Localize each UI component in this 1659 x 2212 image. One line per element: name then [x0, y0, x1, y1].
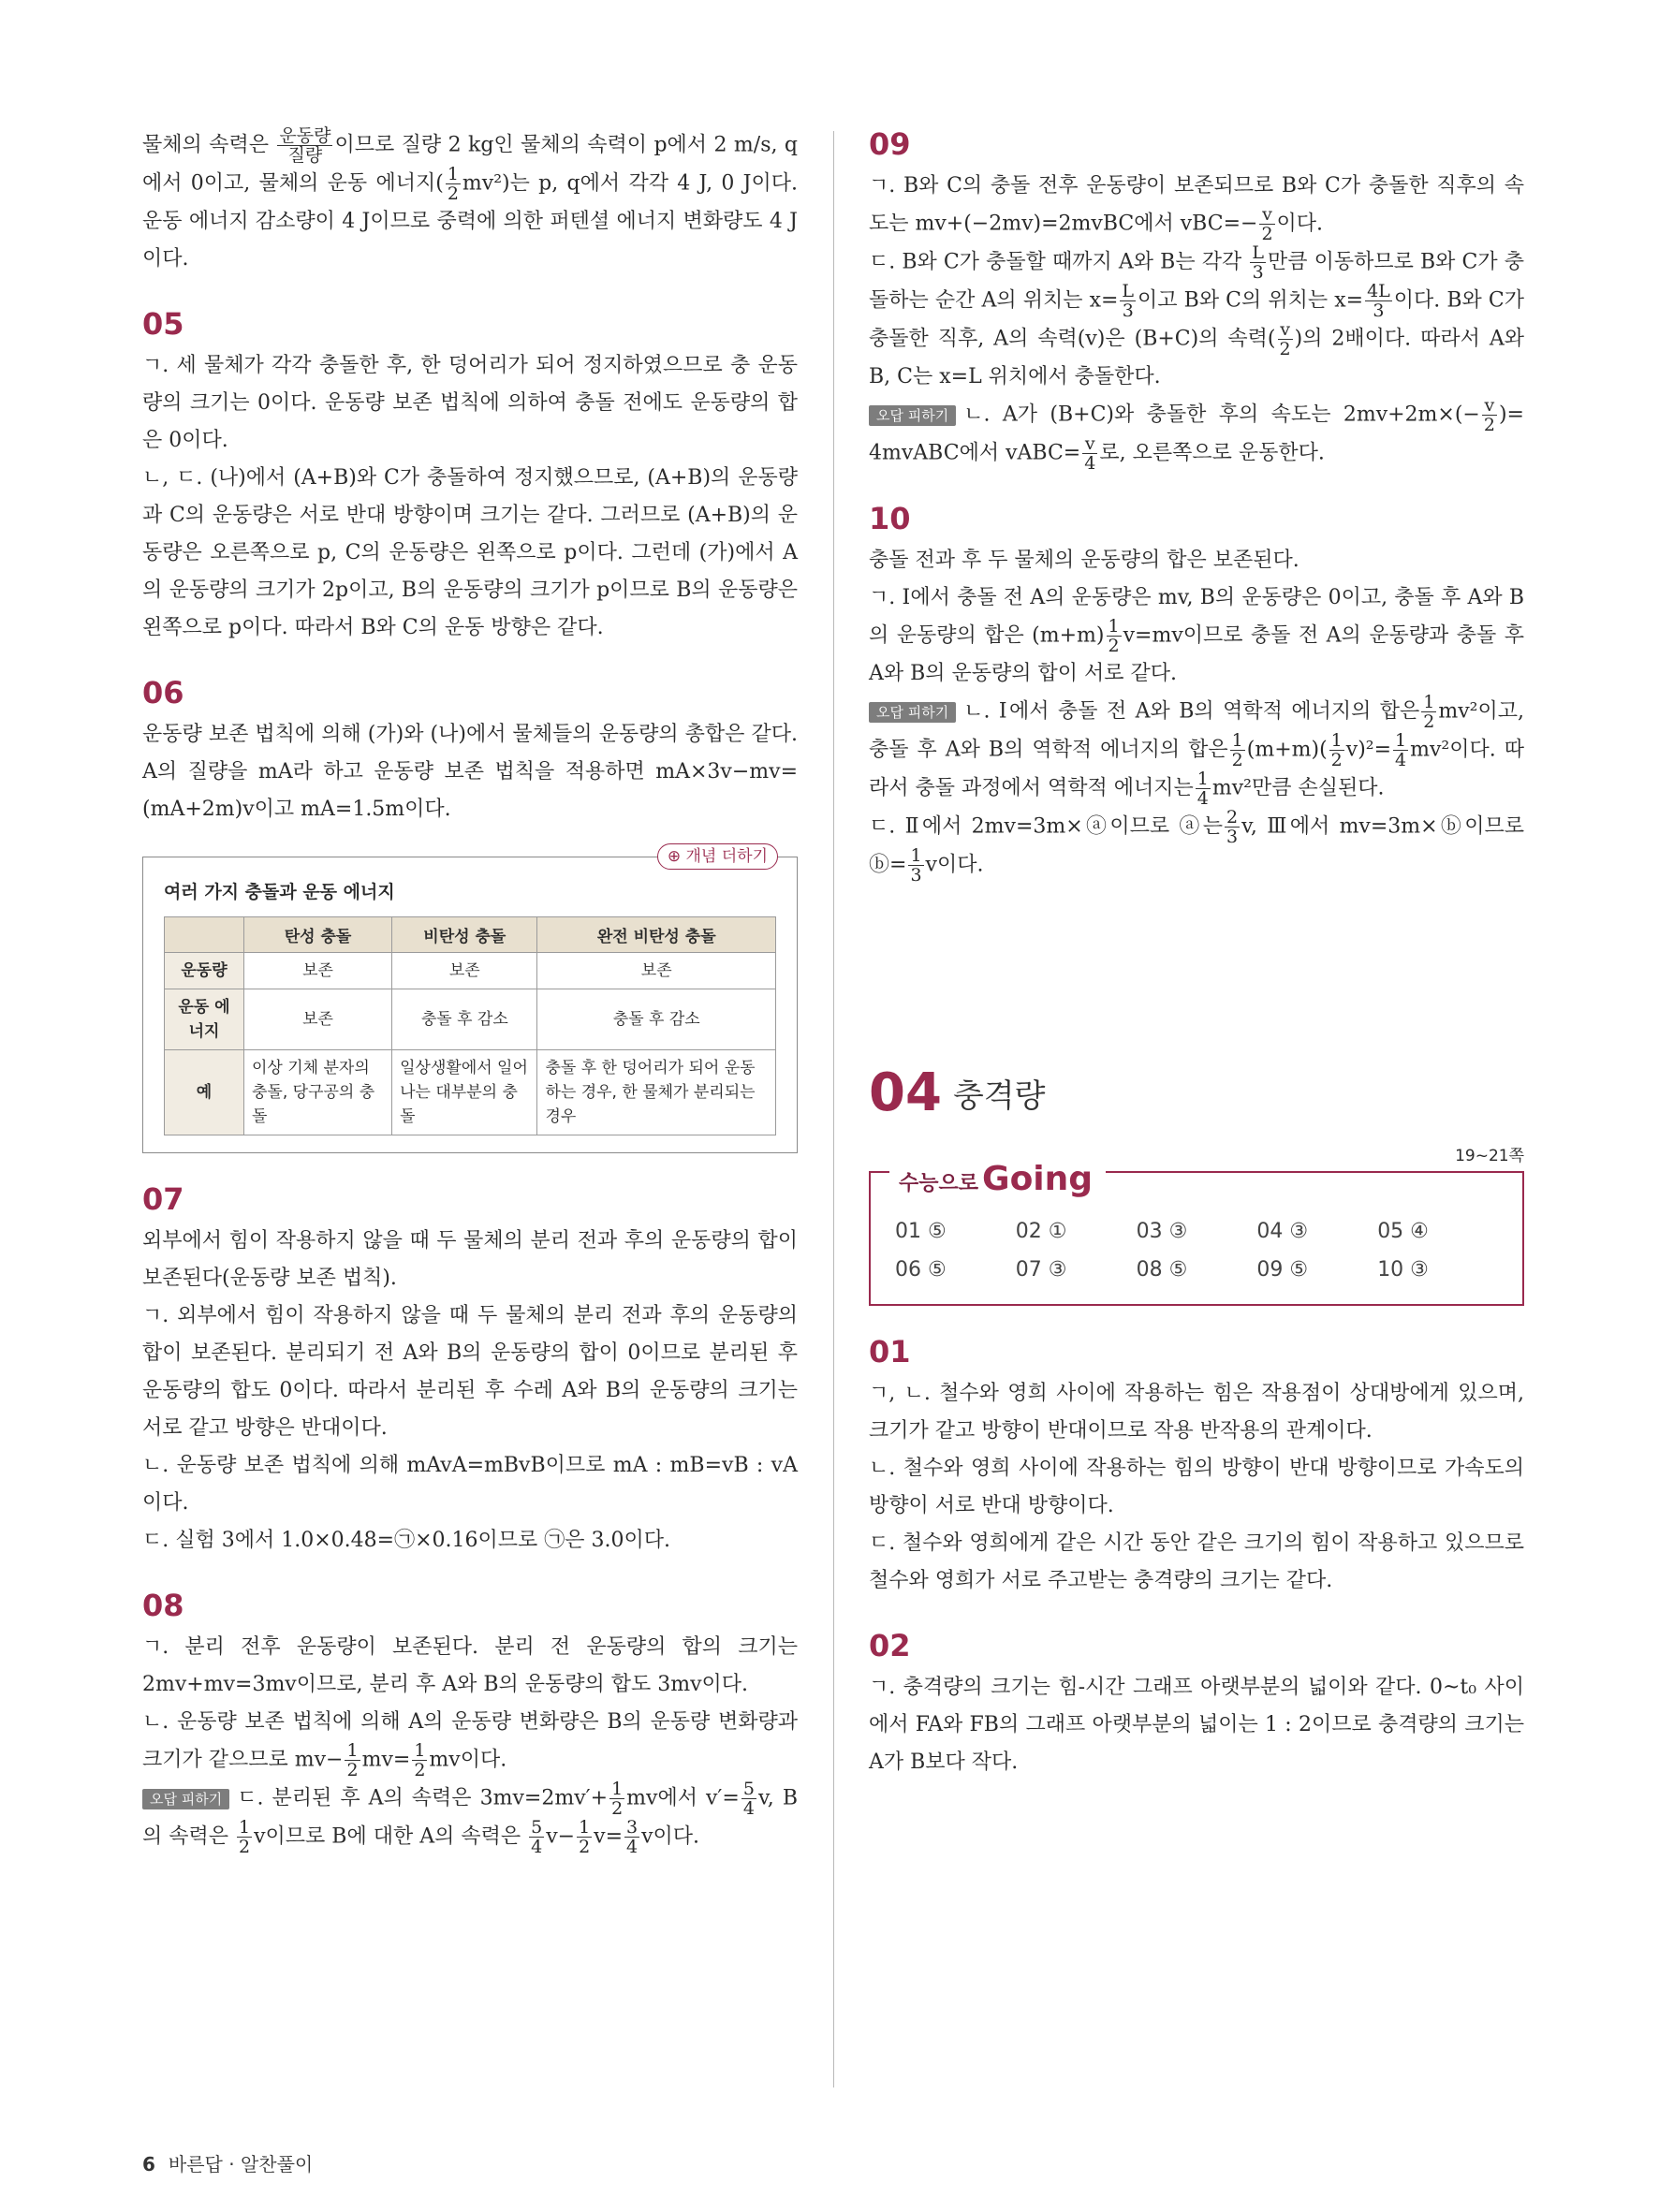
- paragraph: ㄷ. B와 C가 충돌할 때까지 A와 B는 각각 $\frac{L}{3}$ 만큼 이동하므로 B와 C가 충돌하는 순간 A의 위치는 x= $\frac{L}{3}$ 이고 B와 C의 위치는 x= $\frac{4L}{3}$ 이다. B와 C가 충돌한 직후, A의 속력(v)은 (B+C)의 속력( $\frac{v}{2}$ )의 2배이다. 따라서 A와 B, C는 x=L 위치에서 충돌한다.: [869, 242, 1525, 388]
- answer-item: 08 ⑤: [1136, 1258, 1188, 1282]
- right-column: [869, 126, 1524, 1781]
- paragraph: 외부에서 힘이 작용하지 않을 때 두 물체의 분리 전과 후의 운동량의 합이 보존된다(운동량 보존 법칙).: [142, 1229, 798, 1290]
- chapter-heading: [869, 1062, 1524, 1123]
- fraction: $\frac{1}{2}$: [239, 1817, 251, 1857]
- answer-box: [869, 1160, 1524, 1306]
- paragraph: ㄱ. 충격량의 크기는 힘-시간 그래프 아랫부분의 넓이와 같다. 0~t₀ 사이에서 FA와 FB의 그래프 아랫부분의 넓이는 1 : 2이므로 충격량의 크기는 A가 B보다 작다.: [869, 1676, 1524, 1774]
- fraction: $\frac{v}{4}$: [1084, 433, 1096, 474]
- fraction: $\frac{1}{4}$: [1197, 769, 1209, 809]
- table-row: 운동량 보존 보존 보존: [165, 953, 776, 989]
- fraction: $\frac{v}{2}$: [1483, 395, 1495, 435]
- table-corner: [165, 917, 244, 953]
- fraction: $\frac{1}{2}$: [447, 164, 459, 204]
- paragraph: ㄷ. Ⅱ에서 2mv=3m×ⓐ이므로 ⓐ는 $\frac{2}{3}$ v, Ⅲ에서 mv=3m×ⓑ이므로 ⓑ= $\frac{1}{3}$ v이다.: [869, 807, 1524, 886]
- fraction: $\frac{1}{4}$: [1395, 730, 1407, 770]
- paragraph: ㄴ, ㄷ. (나)에서 (A+B)와 C가 충돌하여 정지했으므로, (A+B)의 운동량과 C의 운동량은 서로 반대 방향이며 크기는 같다. 그러므로 (A+B)의 운동량은 오른쪽으로 p, C의 운동량은 왼쪽으로 p이다. 그런데 (가)에서 A의 운동량의 크기가 2p이고, B의 운동량의 크기가 p이므로 B의 운동량은 왼쪽으로 p이다. 따라서 B와 C의 운동 방향은 같다.: [142, 466, 798, 639]
- wrong-answer-tag: 오답 피하기: [869, 702, 956, 723]
- paragraph: 충돌 전과 후 두 물체의 운동량의 합은 보존된다.: [869, 549, 1299, 572]
- section-number: 01: [869, 1334, 911, 1370]
- section-number: 05: [142, 306, 184, 342]
- paragraph: ㄱ. 세 물체가 각각 충돌한 후, 한 덩어리가 되어 정지하였으므로 충 운동량의 크기는 0이다. 운동량 보존 법칙에 의하여 충돌 전에도 운동량의 합은 0이다.: [142, 354, 798, 452]
- column-divider: [833, 131, 834, 2087]
- answer-item: 04 ③: [1256, 1220, 1309, 1243]
- wrong-answer-tag: 오답 피하기: [142, 1789, 229, 1809]
- answer-item: 10 ③: [1377, 1258, 1429, 1282]
- paragraph: ㄷ. 철수와 영희에게 같은 시간 동안 같은 크기의 힘이 작용하고 있으므로 철수와 영희가 서로 주고받는 충격량의 크기는 같다.: [869, 1531, 1524, 1592]
- table-header: 탄성 충돌: [244, 917, 392, 953]
- concept-title: 여러 가지 충돌과 운동 에너지: [164, 882, 395, 902]
- section-number: 07: [142, 1181, 184, 1217]
- concept-box: [142, 847, 798, 1153]
- fraction: $\frac{1}{2}$: [1108, 616, 1120, 656]
- section-number: 06: [142, 675, 184, 710]
- page-range: 19~21쪽: [1455, 1147, 1524, 1165]
- fraction: $\frac{1}{2}$: [346, 1740, 359, 1780]
- chapter-title: 충격량: [952, 1077, 1046, 1115]
- table-row: 운동 에너지 보존 충돌 후 감소 충돌 후 감소: [165, 989, 776, 1050]
- answer-item: 03 ③: [1136, 1220, 1188, 1243]
- answer-item: 09 ⑤: [1256, 1258, 1309, 1282]
- page-number: 6: [142, 2153, 155, 2175]
- collision-table: [164, 916, 776, 1135]
- paragraph: 오답 피하기 ㄴ. Ⅰ에서 충돌 전 A와 B의 역학적 에너지의 합은 $\frac{1}{2}$ mv²이고, 충돌 후 A와 B의 역학적 에너지의 합은 $\frac{1}{2}$ (m+m)( $\frac{1}{2}$ v)²= $\frac{1}{4}$ mv²이다. 따라서 충돌 과정에서 역학적 에너지는 $\frac{1}{4}$ mv²만큼 손실된다.: [869, 692, 1524, 809]
- concept-badge: ⊕ 개념 더하기: [657, 843, 778, 870]
- table-header: 완전 비탄성 충돌: [537, 917, 776, 953]
- fraction: $\frac{5}{4}$: [742, 1779, 755, 1819]
- paragraph: 오답 피하기 ㄴ. A가 (B+C)와 충돌한 후의 속도는 2mv+2m×(− $\frac{v}{2}$ )= 4mvABC에서 vABC= $\frac{v}{4}$ 로, 오른쪽으로 운동한다.: [869, 395, 1524, 474]
- wrong-answer-tag: 오답 피하기: [869, 405, 956, 426]
- paragraph: ㄴ. 운동량 보존 법칙에 의해 A의 운동량 변화량은 B의 운동량 변화량과 크기가 같으므로 mv− $\frac{1}{2}$ mv= $\frac{1}{2}$ mv이다.: [142, 1710, 798, 1780]
- fraction: $\frac{1}{2}$: [1423, 692, 1435, 732]
- footer-text: 바른답 · 알찬풀이: [168, 2153, 314, 2175]
- page-footer: [142, 2149, 313, 2176]
- section-number: 08: [142, 1588, 184, 1623]
- fraction: $\frac{1}{2}$: [579, 1817, 591, 1857]
- answer-item: 06 ⑤: [895, 1258, 947, 1282]
- going-title: 수능으로 Going: [889, 1160, 1106, 1198]
- fraction: $\frac{4L}{3}$: [1367, 281, 1390, 321]
- left-column: [142, 126, 798, 1856]
- paragraph: ㄱ. 외부에서 힘이 작용하지 않을 때 두 물체의 분리 전과 후의 운동량의 합이 보존된다. 분리되기 전 A와 B의 운동량의 합이 0이므로 분리된 후 운동량의 합도 0이다. 따라서 분리된 후 수레 A와 B의 운동량의 크기는 서로 같고 방향은 반대이다.: [142, 1304, 798, 1440]
- fraction: $\frac{2}{3}$: [1226, 807, 1239, 847]
- paragraph: 운동량 보존 법칙에 의해 (가)와 (나)에서 물체들의 운동량의 총합은 같다. A의 질량을 mA라 하고 운동량 보존 법칙을 적용하면 mA×3v−mv=(mA+2m)v이고 mA=1.5m이다.: [142, 723, 798, 821]
- fraction: $\frac{1}{2}$: [611, 1779, 624, 1819]
- fraction: $\frac{3}{4}$: [626, 1817, 639, 1857]
- fraction: $\frac{L}{3}$: [1122, 281, 1135, 321]
- section-number: 02: [869, 1628, 911, 1663]
- fraction: $\frac{L}{3}$: [1252, 242, 1264, 283]
- answer-grid: [895, 1220, 1498, 1282]
- section-number: 09: [869, 126, 911, 162]
- fraction: $\frac{1}{2}$: [1330, 730, 1343, 770]
- fraction: $\frac{1}{3}$: [910, 845, 922, 886]
- answer-item: 01 ⑤: [895, 1220, 947, 1243]
- table-row: 예 이상 기체 분자의 충돌, 당구공의 충돌 일상생활에서 일어나는 대부분의 충돌 충돌 후 한 덩어리가 되어 운동하는 경우, 한 물체가 분리되는 경우: [165, 1050, 776, 1135]
- fraction: $\frac{\text{운동량}}{\text{질량}}$: [279, 125, 331, 166]
- intro-paragraph: 물체의 속력은 $\frac{\text{운동량}}{\text{질량}}$ 이므로 질량 2 kg인 물체의 속력이 p에서 2 m/s, q에서 0이고, 물체의 운동 에너지( $\frac{1}{2}$ mv²)는 p, q에서 각각 4 J, 0 J이다. 운동 에너지 감소량이 4 J이므로 중력에 의한 퍼텐셜 에너지 변화량도 4 J이다.: [142, 125, 798, 271]
- fraction: $\frac{5}{4}$: [531, 1817, 543, 1857]
- fraction: $\frac{1}{2}$: [414, 1740, 426, 1780]
- fraction: $\frac{v}{2}$: [1279, 319, 1291, 359]
- section-number: 10: [869, 501, 911, 536]
- paragraph: ㄴ. 철수와 영희 사이에 작용하는 힘의 방향이 반대 방향이므로 가속도의 방향이 서로 반대 방향이다.: [869, 1457, 1524, 1517]
- fraction: $\frac{1}{2}$: [1231, 730, 1243, 770]
- answer-item: 05 ④: [1377, 1220, 1429, 1243]
- fraction: $\frac{v}{2}$: [1261, 204, 1273, 244]
- paragraph: 오답 피하기 ㄷ. 분리된 후 A의 속력은 3mv=2mv′+ $\frac{1}{2}$ mv에서 v′= $\frac{5}{4}$ v, B의 속력은 $\frac{1}{2}$ v이므로 B에 대한 A의 속력은 $\frac{5}{4}$ v− $\frac{1}{2}$ v= $\frac{3}{4}$ v이다.: [142, 1779, 798, 1857]
- table-header: 비탄성 충돌: [392, 917, 537, 953]
- chapter-number: 04: [869, 1062, 942, 1123]
- paragraph: ㄱ. B와 C의 충돌 전후 운동량이 보존되므로 B와 C가 충돌한 직후의 속도는 mv+(−2mv)=2mvBC에서 vBC=− $\frac{v}{2}$ 이다.: [869, 174, 1524, 244]
- paragraph: ㄷ. 실험 3에서 1.0×0.48=㉠×0.16이므로 ㉠은 3.0이다.: [142, 1529, 670, 1552]
- paragraph: ㄴ. 운동량 보존 법칙에 의해 mAvA=mBvB이므로 mA : mB=vB : vA이다.: [142, 1454, 798, 1515]
- answer-item: 07 ③: [1015, 1258, 1067, 1282]
- answer-item: 02 ①: [1015, 1220, 1067, 1243]
- paragraph: ㄱ, ㄴ. 철수와 영희 사이에 작용하는 힘은 작용점이 상대방에게 있으며, 크기가 같고 방향이 반대이므로 작용 반작용의 관계이다.: [869, 1382, 1524, 1443]
- paragraph: ㄱ. Ⅰ에서 충돌 전 A의 운동량은 mv, B의 운동량은 0이고, 충돌 후 A와 B의 운동량의 합은 (m+m) $\frac{1}{2}$ v=mv이므로 충돌 전 A의 운동량과 충돌 후 A와 B의 운동량의 합이 서로 같다.: [869, 586, 1524, 685]
- paragraph: ㄱ. 분리 전후 운동량이 보존된다. 분리 전 운동량의 합의 크기는 2mv+mv=3mv이므로, 분리 후 A와 B의 운동량의 합도 3mv이다.: [142, 1635, 798, 1696]
